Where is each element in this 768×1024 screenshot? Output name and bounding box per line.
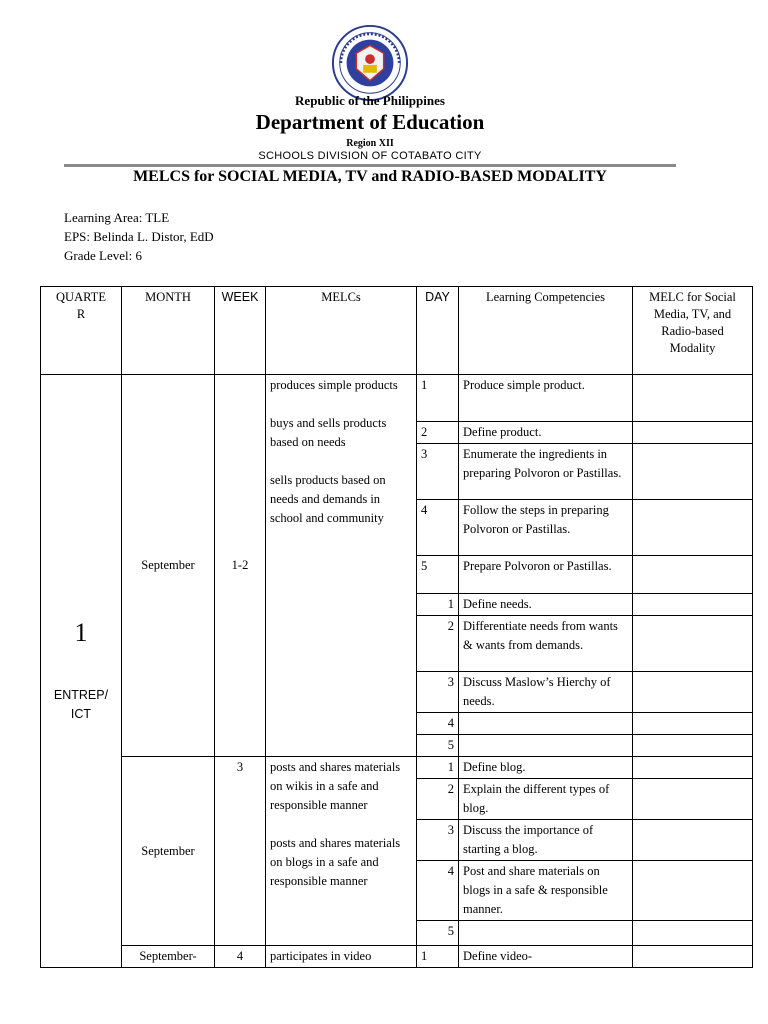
- competency-cell: Differentiate needs from wants & wants from demands.: [459, 616, 633, 672]
- deped-seal-logo: [331, 24, 409, 102]
- quarter-number: 1: [74, 618, 88, 647]
- melcs-cell: participates in video: [266, 946, 417, 968]
- competency-cell: [459, 713, 633, 735]
- header-month: MONTH: [122, 287, 215, 375]
- competency-cell: Post and share materials on blogs in a safe & responsible manner.: [459, 861, 633, 921]
- day-cell: 4: [417, 500, 459, 556]
- competency-cell: Define needs.: [459, 594, 633, 616]
- modality-cell: [633, 444, 753, 500]
- day-cell: 2: [417, 616, 459, 672]
- header-week: WEEK: [215, 287, 266, 375]
- table-header-row: [41, 287, 753, 375]
- region-heading: Region XII: [346, 138, 394, 149]
- modality-cell: [633, 422, 753, 444]
- month-cell: September: [122, 757, 215, 946]
- competency-cell: Produce simple product.: [459, 375, 633, 422]
- day-cell: 3: [417, 672, 459, 713]
- modality-cell: [633, 779, 753, 820]
- modality-cell: [633, 820, 753, 861]
- modality-cell: [633, 556, 753, 594]
- day-cell: 1: [417, 946, 459, 968]
- table-row: [41, 375, 753, 422]
- division-heading: SCHOOLS DIVISION OF COTABATO CITY: [258, 150, 482, 162]
- day-cell: 4: [417, 713, 459, 735]
- competency-cell: Define blog.: [459, 757, 633, 779]
- competency-cell: Enumerate the ingredients in preparing Polvoron or Pastillas.: [459, 444, 633, 500]
- modality-cell: [633, 375, 753, 422]
- header-competencies: Learning Competencies: [459, 287, 633, 375]
- competency-cell: Define video-: [459, 946, 633, 968]
- department-heading: Department of Education: [255, 110, 485, 134]
- day-cell: 5: [417, 556, 459, 594]
- document-title: MELCS for SOCIAL MEDIA, TV and RADIO-BASED MODALITY: [133, 168, 607, 185]
- modality-cell: [633, 594, 753, 616]
- competency-cell: [459, 735, 633, 757]
- competency-cell: Discuss the importance of starting a blog.: [459, 820, 633, 861]
- competency-cell: Discuss Maslow’s Hierchy of needs.: [459, 672, 633, 713]
- day-cell: 2: [417, 422, 459, 444]
- modality-cell: [633, 735, 753, 757]
- header-day: DAY: [417, 287, 459, 375]
- month-cell: September: [122, 375, 215, 757]
- table-row: [41, 757, 753, 779]
- melc-table: [40, 286, 753, 968]
- header-divider: [64, 164, 676, 167]
- modality-cell: [633, 921, 753, 946]
- competency-cell: Explain the different types of blog.: [459, 779, 633, 820]
- modality-cell: [633, 757, 753, 779]
- day-cell: 2: [417, 779, 459, 820]
- modality-cell: [633, 861, 753, 921]
- modality-cell: [633, 946, 753, 968]
- quarter-subject: ENTREP/ ICT: [53, 688, 109, 721]
- learning-area: Learning Area: TLE: [64, 210, 170, 225]
- modality-cell: [633, 616, 753, 672]
- quarter-cell: [41, 375, 122, 968]
- modality-cell: [633, 500, 753, 556]
- week-cell: 3: [215, 757, 266, 946]
- header-quarter: QUARTE R: [41, 287, 122, 375]
- melcs-cell: produces simple products buys and sells products based on needs sells products based on needs and demands in school and community: [266, 375, 417, 757]
- day-cell: 1: [417, 375, 459, 422]
- day-cell: 5: [417, 921, 459, 946]
- modality-cell: [633, 672, 753, 713]
- header-melcs: MELCs: [266, 287, 417, 375]
- day-cell: 1: [417, 594, 459, 616]
- competency-cell: Define product.: [459, 422, 633, 444]
- header-modality: MELC for Social Media, TV, and Radio-based Modality: [633, 287, 753, 375]
- month-cell: September-: [122, 946, 215, 968]
- competency-cell: [459, 921, 633, 946]
- day-cell: 3: [417, 444, 459, 500]
- week-cell: 1-2: [215, 375, 266, 757]
- week-cell: 4: [215, 946, 266, 968]
- day-cell: 3: [417, 820, 459, 861]
- table-row: [41, 946, 753, 968]
- melcs-cell: posts and shares materials on wikis in a safe and responsible manner posts and shares materials on blogs in a safe and responsible manner: [266, 757, 417, 946]
- day-cell: 4: [417, 861, 459, 921]
- day-cell: 5: [417, 735, 459, 757]
- day-cell: 1: [417, 757, 459, 779]
- republic-heading: Republic of the Philippines: [295, 93, 445, 108]
- modality-cell: [633, 713, 753, 735]
- eps-name: EPS: Belinda L. Distor, EdD: [64, 229, 214, 244]
- competency-cell: Follow the steps in preparing Polvoron or Pastillas.: [459, 500, 633, 556]
- competency-cell: Prepare Polvoron or Pastillas.: [459, 556, 633, 594]
- grade-level: Grade Level: 6: [64, 248, 142, 263]
